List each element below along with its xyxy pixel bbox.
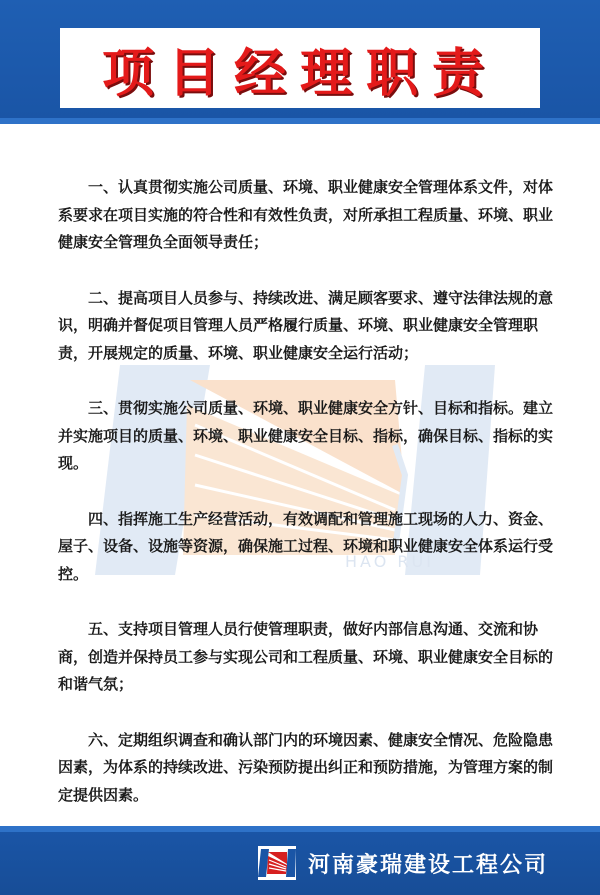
duty-item-1: 一、认真贯彻实施公司质量、环境、职业健康安全管理体系文件，对体系要求在项目实施的符合性和有效性负责，对所承担工程质量、环境、职业健康安全管理负全面领导责任； [58, 178, 554, 251]
company-name: 河南豪瑞建设工程公司 [308, 852, 549, 878]
duty-item-2: 二、提高项目人员参与、持续改进、满足顾客要求、遵守法律法规的意识，明确并督促项目管理人员严格履行质量、环境、职业健康安全管理职责，开展规定的质量、环境、职业健康安全运行活动； [58, 288, 554, 362]
duty-item-3: 三、贯彻实施公司质量、环境、职业健康安全方针、目标和指标。建立并实施项目的质量、环境、职业健康安全目标、指标，确保目标、指标的实现。 [58, 399, 554, 472]
duty-item-6: 六、定期组织调查和确认部门内的环境因素、健康安全情况、危险隐患因素，为体系的持续改进、污染预防提出纠正和预防措施，为管理方案的制定提供因素。 [58, 730, 554, 804]
header-divider [0, 118, 600, 124]
watermark-text: HAO RUI [345, 552, 434, 571]
title-panel [60, 28, 540, 108]
page-title: 项目经理职责 [101, 43, 498, 104]
duty-item-4: 四、指挥施工生产经营活动，有效调配和管理施工现场的人力、资金、屋子、设备、设施等资源，确保施工过程、环境和职业健康安全体系运行受控。 [58, 509, 554, 583]
duty-item-5: 五、支持项目管理人员行使管理职责，做好内部信息沟通、交流和协商，创造并保持员工参与实现公司和工程质量、环境、职业健康安全目标的和谐气氛； [58, 620, 554, 693]
company-logo-icon [258, 846, 296, 880]
duties-list [58, 174, 558, 837]
